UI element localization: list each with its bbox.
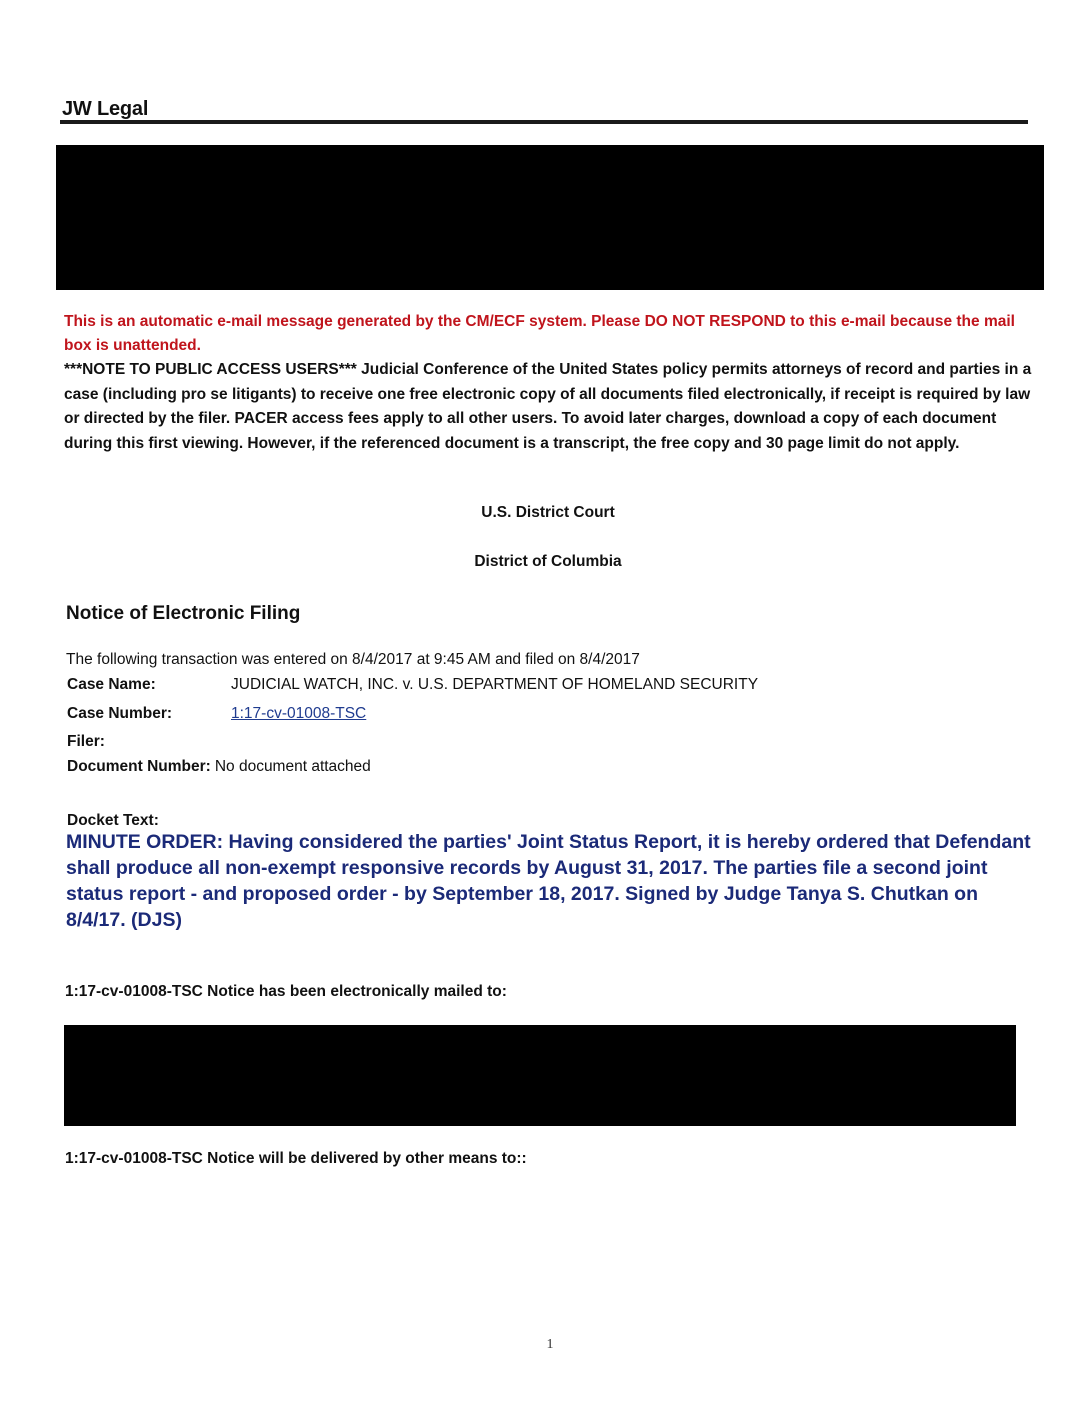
- case-number-row: [67, 705, 366, 723]
- case-number-label: Case Number:: [67, 705, 173, 722]
- other-means-heading: 1:17-cv-01008-TSC Notice will be delivered by other means to::: [65, 1150, 527, 1167]
- header-divider: [60, 120, 1028, 124]
- letterhead-title: JW Legal: [62, 98, 149, 120]
- auto-message-warning: This is an automatic e-mail message generated by the CM/ECF system. Please DO NOT RESPOND to this e-mail because the mail box is unattended.: [64, 313, 1015, 354]
- page-number: 1: [546, 1337, 554, 1352]
- document-number-row: [67, 758, 371, 776]
- filer-label: Filer:: [67, 733, 105, 750]
- redaction-block: [56, 145, 1044, 290]
- document-number-value: No document attached: [214, 758, 371, 775]
- redaction-block: [64, 1025, 1016, 1126]
- court-name: U.S. District Court: [481, 504, 615, 521]
- mailed-to-heading: 1:17-cv-01008-TSC Notice has been electronically mailed to:: [65, 983, 507, 1000]
- filer-row: [67, 733, 231, 751]
- document-number-label: Document Number:: [67, 758, 211, 775]
- docket-text-label: Docket Text:: [67, 812, 159, 829]
- page-title: Notice of Electronic Filing: [66, 603, 301, 624]
- public-access-note: ***NOTE TO PUBLIC ACCESS USERS*** Judicial Conference of the United States policy permits attorneys of record and parties in a case (including pro se litigants) to receive one free electronic copy of all documents filed electronically, if receipt is required by law or directed by the filer. PACER access fees apply to all other users. To avoid later charges, download a copy of each document during this first viewing. However, if the referenced document is a transcript, the free copy and 30 page limit do not apply.: [64, 361, 1032, 452]
- docket-text: MINUTE ORDER: Having considered the parties' Joint Status Report, it is hereby ordered that Defendant shall produce all non-exempt responsive records by August 31, 2017. The parties file a second joint status report - and proposed order - by September 18, 2017. Signed by Judge Tanya S. Chutkan on 8/4/17. (DJS): [66, 831, 1031, 931]
- transaction-line: The following transaction was entered on 8/4/2017 at 9:45 AM and filed on 8/4/2017: [66, 651, 640, 668]
- case-name-label: Case Name:: [67, 676, 156, 693]
- case-name-value: JUDICIAL WATCH, INC. v. U.S. DEPARTMENT OF HOMELAND SECURITY: [231, 676, 759, 693]
- case-name-row: [67, 676, 758, 694]
- court-district: District of Columbia: [474, 553, 622, 570]
- case-number-link[interactable]: 1:17-cv-01008-TSC: [231, 705, 367, 722]
